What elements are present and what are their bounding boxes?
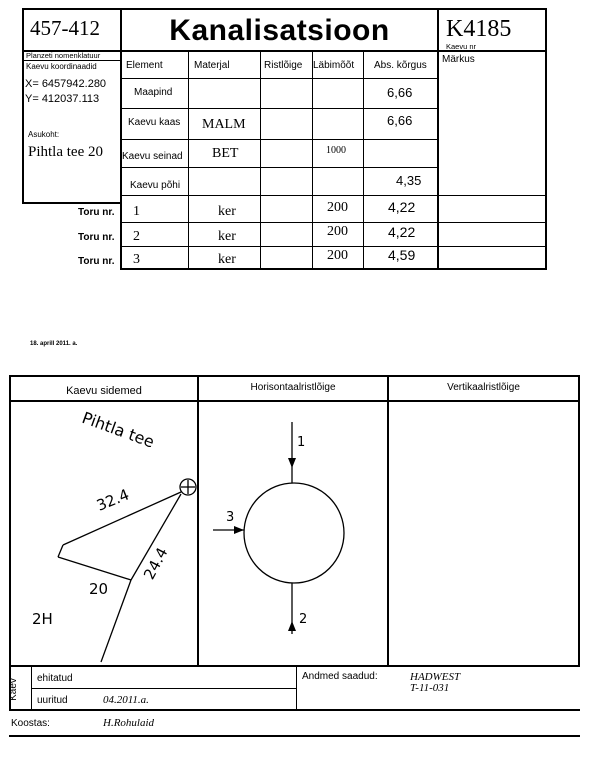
pipe-2-label: 2 — [299, 612, 308, 627]
cell-walls-diameter: 1000 — [326, 145, 346, 156]
pipe-row-3-diameter: 200 — [327, 248, 348, 263]
pipe-row-1-height: 4,22 — [388, 199, 416, 215]
panel-title-horizontal: Horisontaalristlõige — [250, 382, 336, 393]
pipe-3-label: 3 — [226, 510, 235, 525]
row-label-cover: Kaevu kaas — [128, 117, 181, 128]
data-from-label: Andmed saadud: — [302, 671, 378, 682]
page-title: Kanalisatsioon — [169, 14, 390, 47]
compiled-label: Koostas: — [11, 718, 50, 729]
pipe-row-2-diameter: 200 — [327, 224, 348, 239]
col-header-element: Element — [126, 60, 163, 71]
pipe-row-2-label: Toru nr. — [78, 232, 115, 243]
cell-walls-material: BET — [212, 146, 239, 161]
surveyed-label: uuritud — [37, 695, 68, 706]
sketch-building: 2H — [32, 610, 53, 628]
location-label: Asukoht: — [28, 130, 60, 139]
col-header-material: Materjal — [194, 60, 230, 71]
location: Pihtla tee 20 — [28, 144, 103, 160]
col-header-diameter: Läbimõõt — [313, 60, 355, 71]
panel-title-vertical: Vertikaalristlõige — [447, 382, 520, 393]
sketch-distance-1: 32.4 — [94, 485, 132, 515]
pipe-1-label: 1 — [297, 435, 306, 450]
row-label-ground: Maapind — [134, 87, 173, 98]
col-header-abs-height: Abs. kõrgus — [374, 60, 427, 71]
pipe-row-1-label: Toru nr. — [78, 207, 115, 218]
date-note: 18. aprill 2011. a. — [30, 341, 78, 347]
pipe-row-1-diameter: 200 — [327, 200, 348, 215]
panel-title-ties: Kaevu sidemed — [66, 385, 142, 397]
sketch-distance-3: 20 — [89, 580, 109, 598]
pipe-row-3-label: Toru nr. — [78, 256, 115, 267]
horizontal-section — [199, 402, 387, 665]
col-header-note: Märkus — [442, 54, 475, 65]
cell-cover-material: MALM — [202, 117, 246, 132]
data-from-value-2: T-11-031 — [410, 682, 450, 694]
pipe-row-1-material: ker — [218, 204, 236, 219]
built-label: ehitatud — [37, 673, 73, 684]
col-header-cross-section: Ristlõige — [264, 60, 303, 71]
sketch-street: Pihtla tee — [79, 408, 157, 452]
coord-label: Kaevu koordinaadid — [26, 62, 97, 71]
sheet-label: Planzeti nomenklatuur — [26, 51, 101, 60]
pipe-row-3-height: 4,59 — [388, 247, 416, 263]
compiled-value: H.Rohulaid — [103, 717, 155, 729]
sketch-distance-2: 24.4 — [140, 544, 172, 583]
surveyed-value: 04.2011.a. — [103, 694, 149, 706]
row-label-bottom: Kaevu põhi — [130, 180, 181, 191]
well-id: K4185 — [446, 16, 512, 42]
pipe-row-2-height: 4,22 — [388, 224, 416, 240]
y-coordinate: Y= 412037.113 — [25, 93, 100, 105]
cell-ground-height: 6,66 — [387, 85, 413, 100]
well-id-label: Kaevu nr — [446, 42, 477, 51]
cell-cover-height: 6,66 — [387, 113, 413, 128]
cell-bottom-height: 4,35 — [396, 173, 422, 188]
pipe-row-3-material: ker — [218, 252, 236, 267]
pipe-row-1-nr: 1 — [133, 204, 140, 219]
data-from-value-1: HADWEST — [410, 671, 461, 683]
row-label-walls: Kaevu seinad — [122, 151, 183, 162]
x-coordinate: X= 6457942.280 — [25, 78, 107, 90]
pipe-row-3-nr: 3 — [133, 252, 140, 267]
sheet-number: 457-412 — [30, 16, 100, 40]
kaev-label: Kaev — [7, 678, 19, 701]
pipe-row-2-material: ker — [218, 229, 236, 244]
pipe-row-2-nr: 2 — [133, 229, 140, 244]
